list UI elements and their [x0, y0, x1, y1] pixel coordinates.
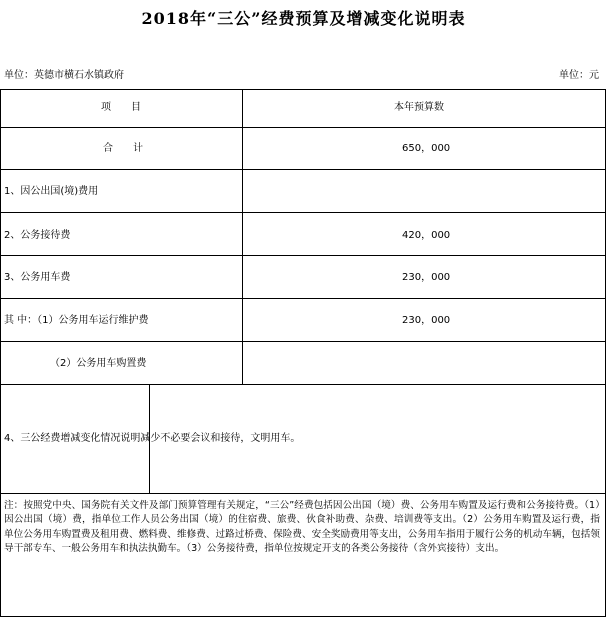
row-vehicle-amount: 230，000 [402, 272, 451, 283]
row-vehicle-maintenance-amount: 230，000 [402, 315, 451, 326]
table-border-left [0, 89, 1, 616]
row-divider [0, 212, 606, 213]
row-vehicle-maintenance-label: 其 中：（1）公务用车运行维护费 [4, 315, 149, 326]
row-divider [0, 255, 606, 256]
row-overseas-label: 1、因公出国(境)费用 [4, 186, 99, 197]
row-reception-label: 2、公务接待费 [4, 230, 71, 241]
row-divider [0, 384, 606, 385]
row-reception-amount: 420，000 [402, 230, 451, 241]
column-divider [242, 89, 243, 384]
explanation-text: 4、三公经费增减变化情况说明减少不必要会议和接待，文明用车。 [4, 433, 301, 444]
row-vehicle-purchase-label: （2）公务用车购置费 [50, 358, 147, 369]
header-amount: 本年预算数 [394, 102, 444, 113]
currency-unit-label: 单位：元 [559, 70, 599, 81]
header-item: 项 目 [101, 102, 141, 113]
page-title: 2018年“三公”经费预算及增减变化说明表 [141, 9, 466, 28]
unit-label: 单位：英德市横石水镇政府 [4, 70, 124, 81]
footnote: 注：按照党中央、国务院有关文件及部门预算管理有关规定，“三公”经费包括因公出国（境）费、公务用车购置及运行费和公务接待费。（1）因公出国（境）费，指单位工作人员公务出国（境）的住宿费、旅费、伙食补助费、杂费、培训费等支出。（2）公务用车购置及运行费，指单位公务用车购置费及租用费、燃料费、维修费、过路过桥费、保险费、安全奖励费用等支出，公务用车指用于履行公务的机动车辆，包括领导干部专车、一般公务用车和执法执勤车。（3）公务接待费，指单位按规定开支的各类公务接待（含外宾接待）支出。 [4, 500, 600, 555]
row-divider [0, 341, 606, 342]
row-divider [0, 127, 606, 128]
row-divider [0, 493, 606, 494]
row-vehicle-label: 3、公务用车费 [4, 272, 71, 283]
row-total-amount: 650，000 [402, 143, 451, 154]
table-border-top [0, 89, 606, 90]
row-divider [0, 298, 606, 299]
table-border-right [605, 89, 606, 616]
row-divider [0, 169, 606, 170]
row-total-label: 合 计 [103, 143, 143, 154]
